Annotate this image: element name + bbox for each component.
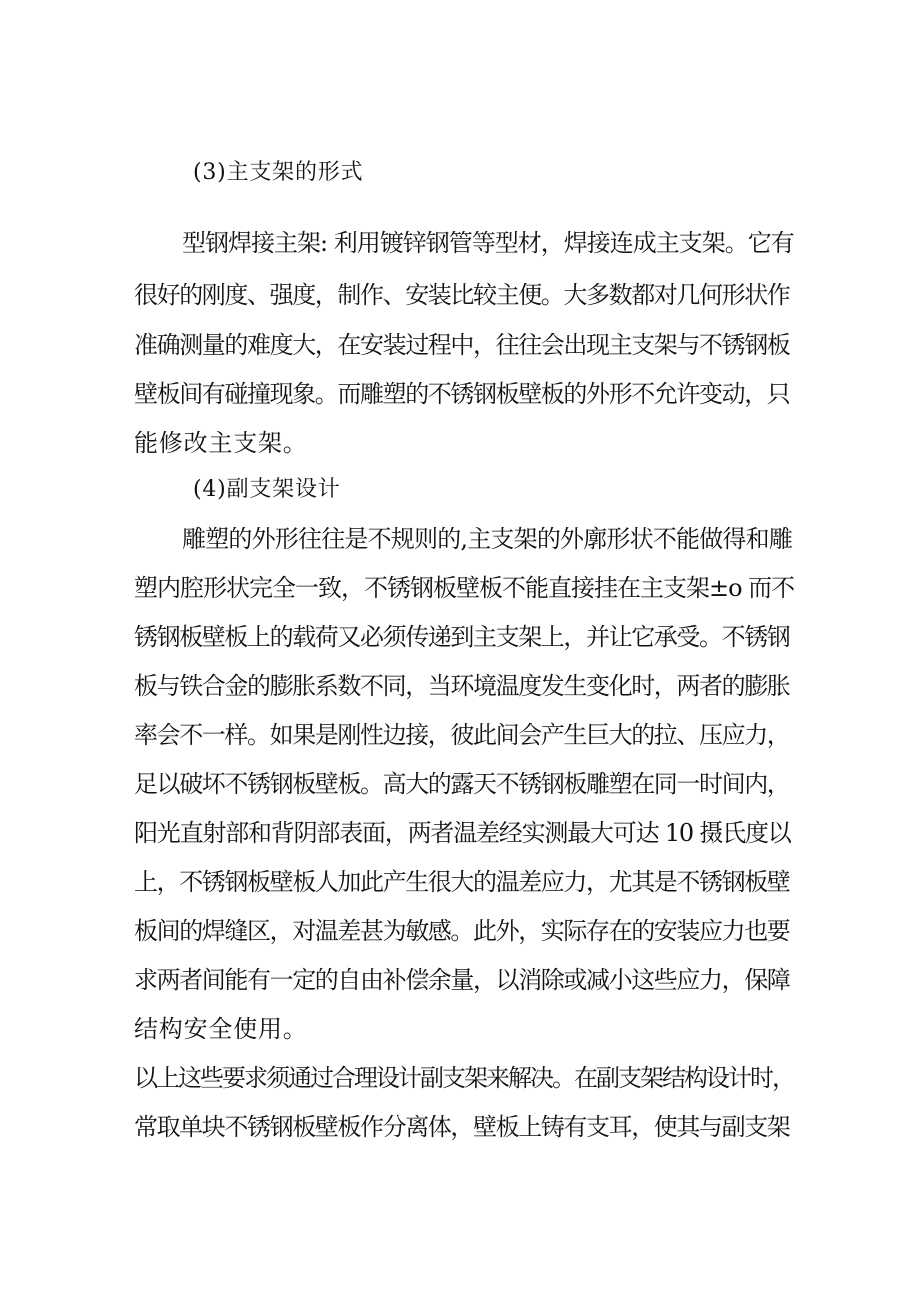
section-4-line-9: 板间的焊缝区，对温差甚为敏感。此外，实际存在的安装应力也要 <box>134 917 790 945</box>
section-3-line-3: 准确测量的难度大，在安装过程中，往往会出现主支架与不锈钢板 <box>134 331 790 359</box>
section-3-heading: (3)主支架的形式 <box>193 160 364 185</box>
section-4-line-8: 上，不锈钢板壁板人加此产生很大的温差应力，尤其是不锈钢板壁 <box>134 868 790 896</box>
section-3-line-1: 型钢焊接主架: 利用镀锌钢管等型材，焊接连成主支架。它有 <box>182 229 794 257</box>
tail-line-2: 常取单块不锈钢板壁板作分离体，壁板上铸有支耳，使其与副支架 <box>134 1113 790 1141</box>
section-3-line-2: 很好的刚度、强度，制作、安装比较主便。大多数都对几何形状作 <box>134 281 790 309</box>
section-3-line-5: 能修改主支架。 <box>134 429 308 457</box>
section-4-heading: (4)副支架设计 <box>193 477 341 502</box>
tail-line-1: 以上这些要求须通过合理设计副支架来解决。在副支架结构设计时， <box>134 1064 794 1092</box>
section-4-line-7: 阳光直射部和背阴部表面，两者温差经实测最大可达 10 摄氏度以 <box>134 819 791 847</box>
section-4-line-5: 率会不一样。如果是刚性边接，彼此间会产生巨大的拉、压应力， <box>134 721 790 749</box>
section-3-line-4: 壁板间有碰撞现象。而雕塑的不锈钢板壁板的外形不允许变动，只 <box>134 380 790 408</box>
section-4-line-10: 求两者间能有一定的自由补偿余量，以消除或减小这些应力，保障 <box>134 966 790 994</box>
section-4-line-2: 塑内腔形状完全一致，不锈钢板壁板不能直接挂在主支架±o 而不 <box>134 574 795 602</box>
section-4-line-6: 足以破坏不锈钢板壁板。高大的露天不锈钢板雕塑在同一时间内， <box>134 770 790 798</box>
section-4-line-1: 雕塑的外形往往是不规则的,主支架的外廓形状不能做得和雕 <box>182 525 793 553</box>
section-4-line-4: 板与铁合金的膨胀系数不同，当环境温度发生变化时，两者的膨胀 <box>134 672 790 700</box>
section-4-line-11: 结构安全使用。 <box>134 1015 308 1043</box>
section-4-line-3: 锈钢板壁板上的载荷又必须传递到主支架上，并让它承受。不锈钢 <box>134 623 790 651</box>
